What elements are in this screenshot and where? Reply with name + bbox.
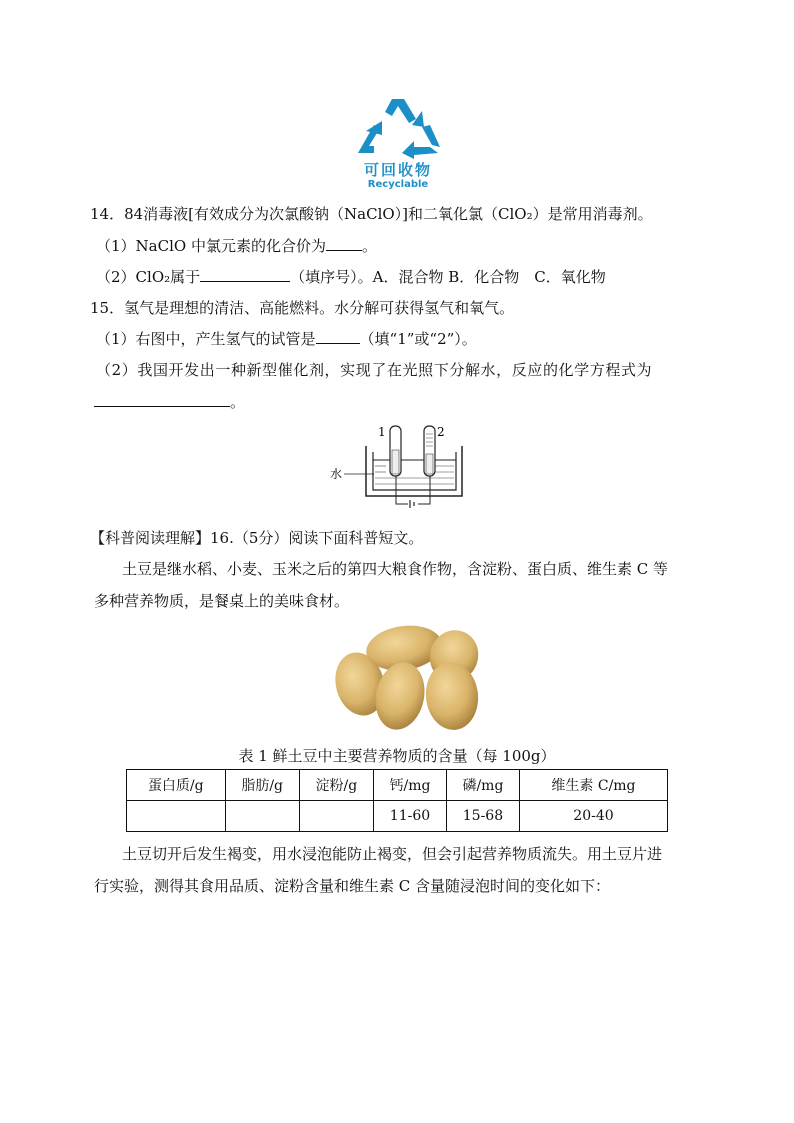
q14-part2-blank [200, 267, 290, 282]
tube-2-label: 2 [437, 425, 445, 439]
q15-part1-blank [316, 329, 360, 344]
table-cell [127, 801, 226, 832]
table-header-cell: 淀粉/g [299, 770, 373, 801]
q14-part1-end: 。 [361, 237, 377, 255]
q15-part2-blank [94, 392, 230, 407]
q14-stem: 14．84消毒液[有效成分为次氯酸钠（NaClO）]和二氧化氯（ClO₂）是常用消毒剂。 [90, 205, 653, 223]
q16-paragraph2-line2: 行实验，测得其食用品质、淀粉含量和维生素 C 含量随浸泡时间的变化如下： [94, 877, 611, 895]
tube-1-label: 1 [378, 425, 386, 439]
q16-paragraph2-line1: 土豆切开后发生褐变，用水浸泡能防止褐变，但会引起营养物质流失。用土豆片进 [122, 845, 663, 863]
q15-part1 [96, 329, 477, 349]
q16-paragraph1-line2: 多种营养物质，是餐桌上的美味食材。 [94, 592, 350, 610]
q15-part2-answer [94, 392, 245, 412]
q14-part1 [96, 236, 377, 256]
potato-photo [334, 618, 484, 734]
q15-part2: （2）我国开发出一种新型催化剂，实现了在光照下分解水，反应的化学方程式为 [96, 361, 653, 379]
q14-part1-text: （1）NaClO 中氯元素的化合价为 [96, 237, 326, 255]
q15-stem: 15．氢气是理想的清洁、高能燃料。水分解可获得氢气和氧气。 [90, 299, 515, 317]
table-header-cell: 维生素 C/mg [519, 770, 667, 801]
table-header-cell: 钙/mg [374, 770, 447, 801]
table-caption: 表 1 鲜土豆中主要营养物质的含量（每 100g） [238, 747, 556, 765]
table-header-cell: 蛋白质/g [127, 770, 226, 801]
logo-chinese-text: 可回收物 [363, 161, 432, 179]
table-cell [299, 801, 373, 832]
table-header-cell: 脂肪/g [225, 770, 299, 801]
q16-heading: 【科普阅读理解】16.（5分）阅读下面科普短文。 [90, 529, 424, 547]
nutrition-table [126, 769, 668, 832]
q14-part2 [96, 267, 606, 287]
potato-illustration-svg [334, 618, 484, 734]
table-cell: 20-40 [519, 801, 667, 832]
recycle-icon [352, 97, 444, 159]
q16-paragraph1-line1: 土豆是继水稻、小麦、玉米之后的第四大粮食作物，含淀粉、蛋白质、维生素 C 等 [122, 560, 669, 578]
table-cell: 15-68 [446, 801, 519, 832]
table-header-row [127, 770, 668, 801]
q15-part1-end: （填“1”或“2”）。 [359, 330, 477, 348]
q14-part2-text: （2）ClO₂属于 [96, 268, 201, 286]
q15-part2-end: 。 [230, 393, 246, 411]
water-label: 水 [330, 467, 343, 481]
electrolysis-apparatus-diagram [326, 420, 466, 520]
logo-english-text: Recyclable [367, 179, 429, 190]
q15-part1-text: （1）右图中，产生氢气的试管是 [96, 330, 316, 348]
q14-part2-end: （填序号）。A．混合物 B．化合物 C．氧化物 [290, 268, 606, 286]
electrolysis-diagram-svg [326, 420, 466, 520]
table-cell [225, 801, 299, 832]
table-row [127, 801, 668, 832]
recyclable-logo [352, 97, 444, 195]
q14-part1-blank [326, 236, 362, 251]
table-cell: 11-60 [374, 801, 447, 832]
table-header-cell: 磷/mg [446, 770, 519, 801]
